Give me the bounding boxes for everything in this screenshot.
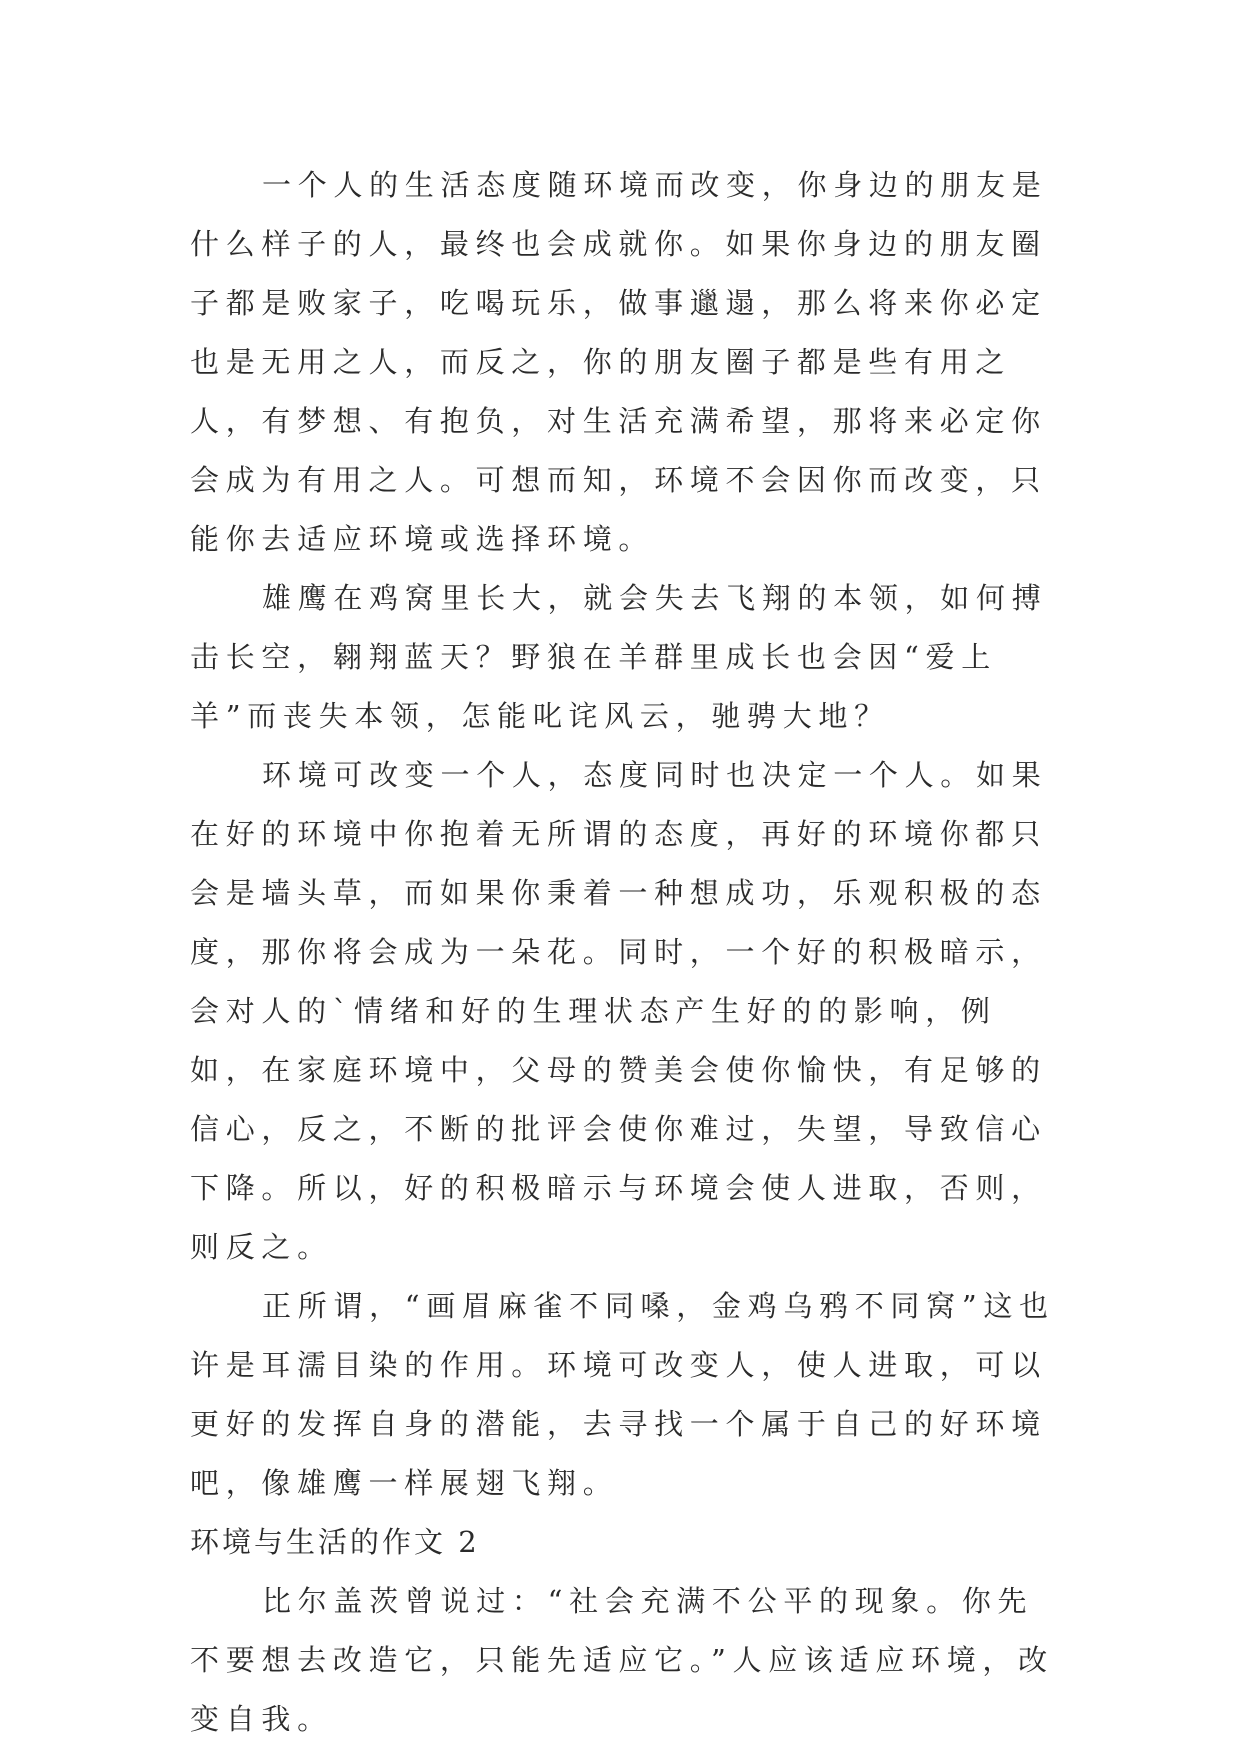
paragraph-5: 比尔盖茨曾说过：“社会充满不公平的现象。你先不要想去改造它，只能先适应它。”人应该适应环境，改变自我。 bbox=[190, 1584, 1054, 1736]
paragraph-3: 环境可改变一个人，态度同时也决定一个人。如果在好的环境中你抱着无所谓的态度，再好的环境你都只会是墙头草，而如果你秉着一种想成功，乐观积极的态度，那你将会成为一朵花。同时，一个好的积极暗示，会对人的`情绪和好的生理状态产生好的的影响，例如，在家庭环境中，父母的赞美会使你愉快，有足够的信心，反之，不断的批评会使你难过，失望，导致信心下降。所以，好的积极暗示与环境会使人进取，否则，则反之。 bbox=[190, 758, 1048, 1264]
section-heading: 环境与生活的作文 2 bbox=[190, 1525, 480, 1559]
paragraph-4: 正所谓，“画眉麻雀不同嗓，金鸡乌鸦不同窝”这也许是耳濡目染的作用。环境可改变人，使人进取，可以更好的发挥自身的潜能，去寻找一个属于自己的好环境吧，像雄鹰一样展翅飞翔。 bbox=[190, 1289, 1055, 1500]
document-body bbox=[190, 156, 1058, 1749]
paragraph-2: 雄鹰在鸡窝里长大，就会失去飞翔的本领，如何搏击长空，翱翔蓝天？野狼在羊群里成长也会因“爱上羊”而丧失本领，怎能叱诧风云，驰骋大地？ bbox=[190, 581, 1048, 733]
paragraph-1: 一个人的生活态度随环境而改变，你身边的朋友是什么样子的人，最终也会成就你。如果你身边的朋友圈子都是败家子，吃喝玩乐，做事邋遢，那么将来你必定也是无用之人，而反之，你的朋友圈子都是些有用之人，有梦想、有抱负，对生活充满希望，那将来必定你会成为有用之人。可想而知，环境不会因你而改变，只能你去适应环境或选择环境。 bbox=[190, 168, 1048, 556]
